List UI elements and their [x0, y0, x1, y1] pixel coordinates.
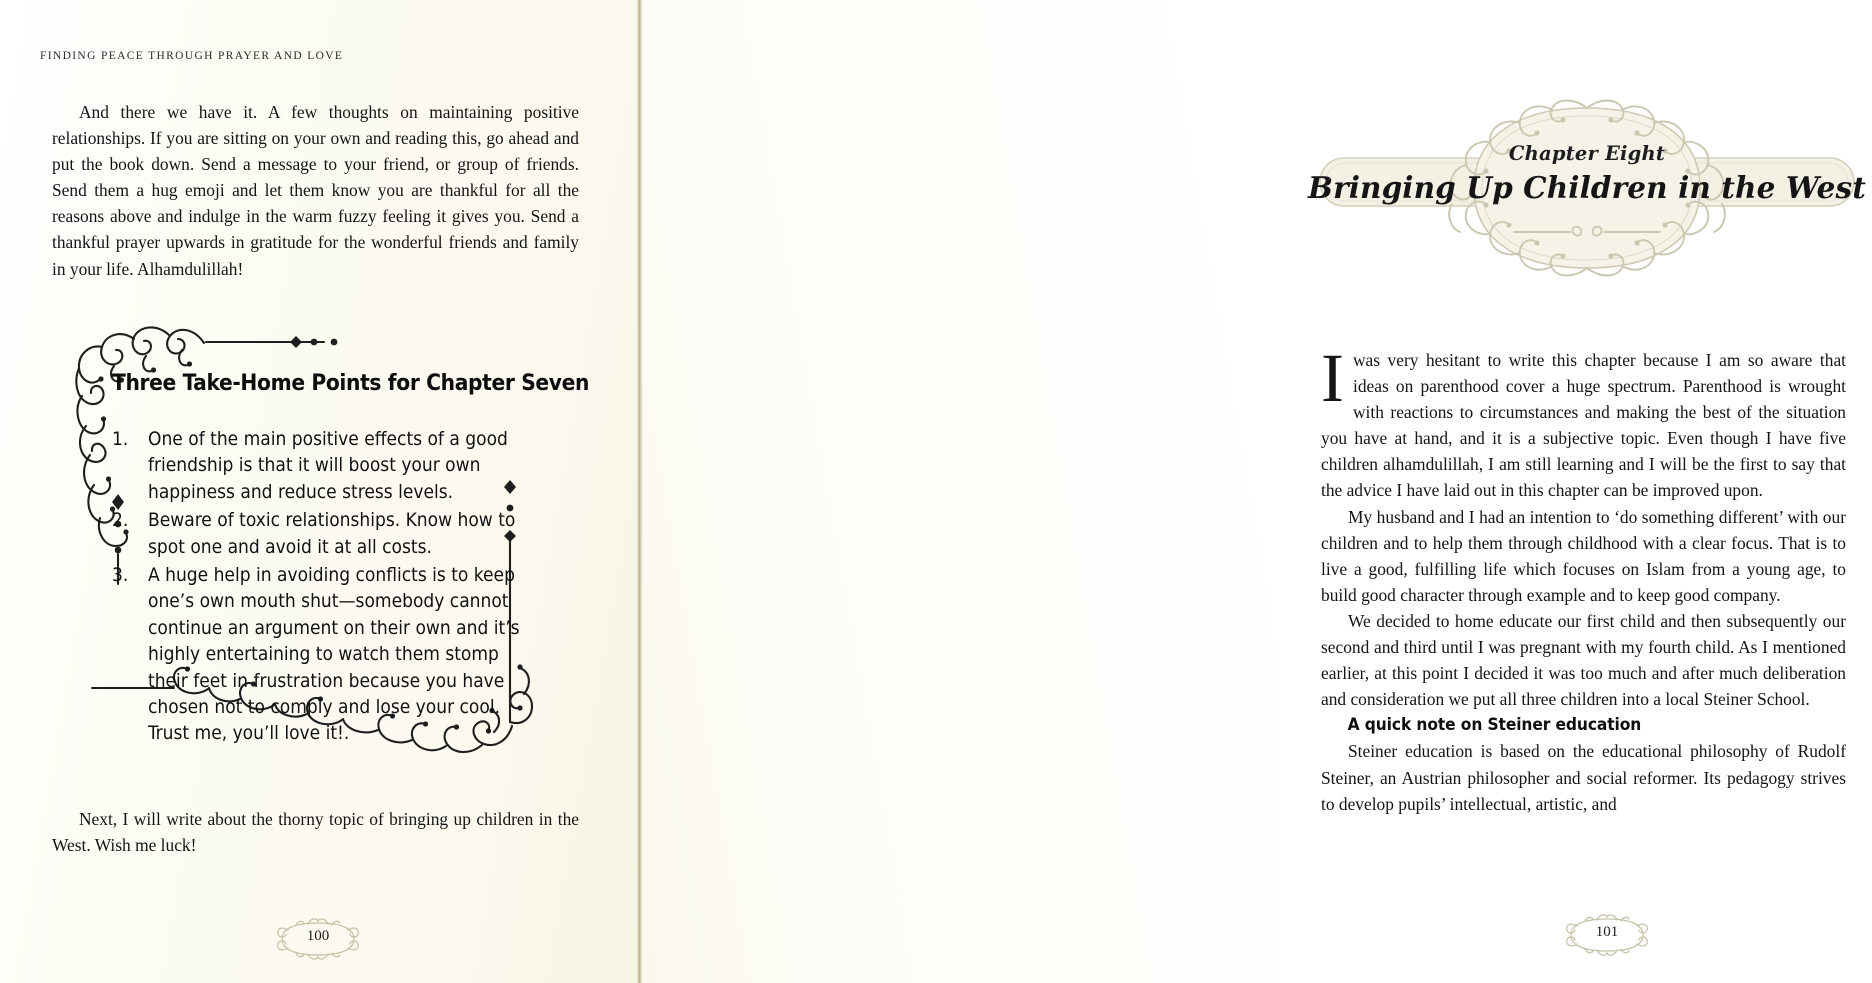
running-head: FINDING PEACE THROUGH PRAYER AND LOVE	[40, 50, 344, 62]
paragraph: Steiner education is based on the educational philosophy of Rudolf Steiner, an Austrian philosopher and social reformer. Its pedagogy strives to develop pupils’ intellectual, artistic, and	[1321, 741, 1846, 814]
page-number: 100	[306, 928, 330, 944]
left-page-opening-text	[52, 99, 579, 282]
list-item	[112, 426, 532, 505]
folio-right	[1541, 912, 1673, 958]
list-item-number: 2.	[112, 509, 129, 532]
top-rule-beads	[290, 336, 337, 348]
section-subheading: A quick note on Steiner education	[1347, 715, 1642, 736]
list-item	[112, 507, 532, 560]
list-item-number: 1.	[112, 428, 129, 450]
right-page	[643, 0, 1866, 983]
paragraph: My husband and I had an intention to ‘do something different’ with our children and to help them through childhood with a clear focus. That is to live a good, fulfilling life which focuses on Islam from a young age, to build good character through example and to keep good company.	[1321, 506, 1846, 605]
paragraph: We decided to home educate our first child and then subsequently our second and third until I was pregnant with my fourth child. As I mentioned earlier, at this point I decided it was too much and after much deliberation and consideration we put all three children into a local Steiner School.	[1321, 610, 1846, 710]
paragraph: And there we have it. A few thoughts on maintaining positive relationships. If you are sitting on your own and reading this, go ahead and put the book down. Send a message to your friend, or group of friends. Send them a hug emoji and let them know you are thankful for all the reasons above and indulge in the warm fuzzy feeling it gives you. Send a thankful prayer upwards in gratitude for the wonderful friends and family in your life. Alhamdulillah!	[52, 102, 579, 279]
paragraph: Next, I will write about the thorny topic of bringing up children in the West. Wish me luck!	[52, 809, 579, 856]
chapter-number: Chapter Eight	[1508, 142, 1666, 165]
points-box-title: Three Take-Home Points for Chapter Seven	[112, 370, 590, 396]
list-item-text: Beware of toxic relationships. Know how to spot one and avoid it at all costs.	[148, 509, 516, 558]
list-item-text: A huge help in avoiding conflicts is to keep one’s own mouth shut—somebody cannot continue an argument on their own and it’s highly entertaining to watch them stomp their feet in frustration because you have chosen not to comply and lose your cool. Trust me, you’ll love it!.	[148, 564, 520, 745]
points-list	[112, 426, 532, 747]
points-content	[112, 370, 590, 749]
left-page	[0, 0, 637, 983]
opening-paragraph-text: was very hesitant to write this chapter because I am so aware that ideas on parenthood cover a huge spectrum. Parenthood is wrought with reactions to circumstances and making the best of the situation you have at hand, and it is a subjective topic. Even though I have five children alhamdulillah, I am still learning and I will be the first to say that the advice I have laid out in this chapter can be improved upon.	[1321, 350, 1846, 501]
left-page-closing-text	[52, 806, 579, 858]
page-number: 101	[1595, 924, 1619, 940]
take-home-points-box	[46, 322, 590, 782]
chapter-title: Bringing Up Children in the West	[1308, 170, 1866, 205]
chapter-heading-ornament	[1302, 96, 1872, 281]
right-page-text	[1321, 340, 1846, 817]
list-item-text: One of the main positive effects of a good friendship is that it will boost your own happiness and reduce stress levels.	[148, 428, 508, 503]
list-item	[112, 562, 532, 747]
opening-paragraph	[1321, 340, 1846, 504]
drop-cap: I	[1321, 340, 1344, 416]
list-item-number: 3.	[112, 564, 129, 587]
folio-left	[252, 916, 384, 962]
